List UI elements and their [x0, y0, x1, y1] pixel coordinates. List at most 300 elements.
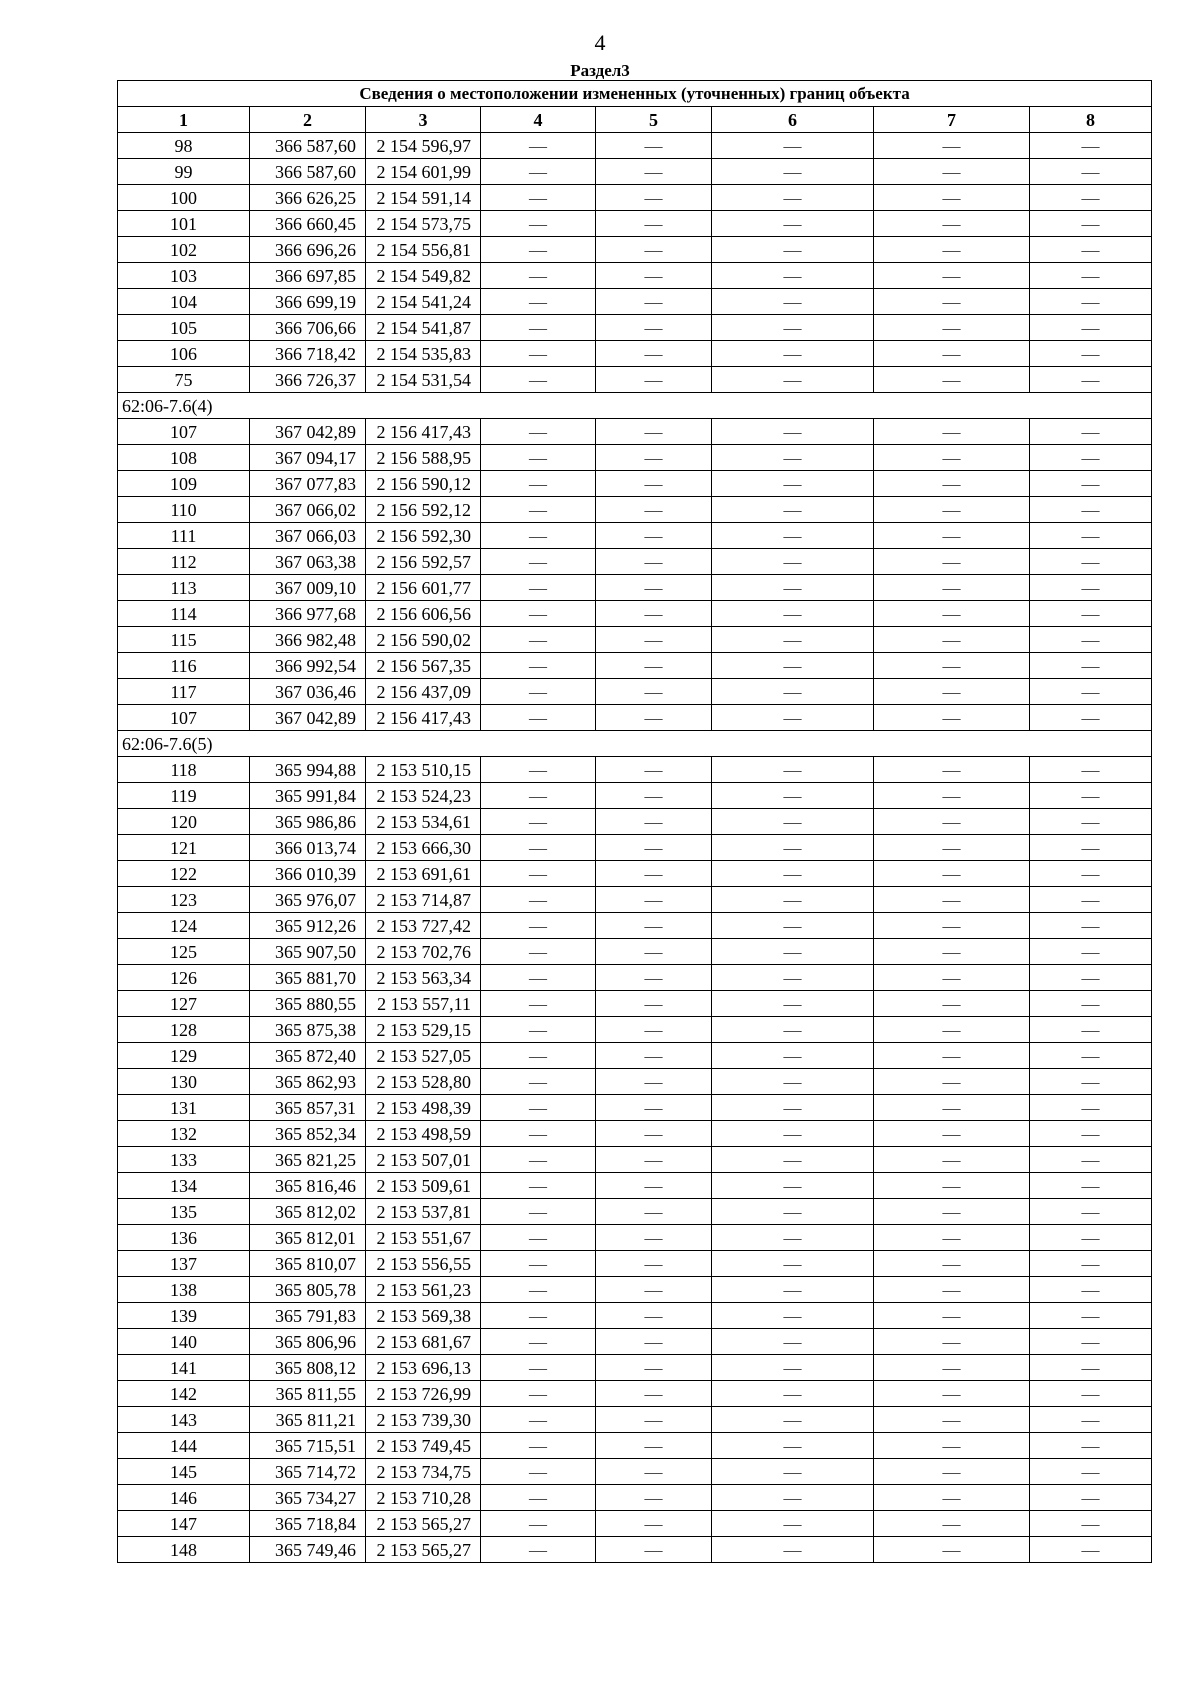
table-row — [118, 1537, 1152, 1563]
empty-value-cell: — — [874, 1147, 1030, 1173]
y-coordinate-cell: 2 153 527,05 — [366, 1043, 481, 1069]
empty-value-cell: — — [1030, 1329, 1152, 1355]
y-coordinate-cell: 2 153 563,34 — [366, 965, 481, 991]
empty-value-cell: — — [596, 1485, 712, 1511]
x-coordinate-cell: 365 821,25 — [250, 1147, 366, 1173]
empty-value-cell: — — [874, 1381, 1030, 1407]
empty-value-cell: — — [596, 575, 712, 601]
x-coordinate-cell: 365 880,55 — [250, 991, 366, 1017]
empty-value-cell: — — [481, 783, 596, 809]
table-row — [118, 913, 1152, 939]
empty-value-cell: — — [1030, 1303, 1152, 1329]
empty-value-cell: — — [874, 1407, 1030, 1433]
table-row — [118, 1511, 1152, 1537]
empty-value-cell: — — [481, 1433, 596, 1459]
empty-value-cell: — — [874, 913, 1030, 939]
x-coordinate-cell: 365 986,86 — [250, 809, 366, 835]
x-coordinate-cell: 365 808,12 — [250, 1355, 366, 1381]
empty-value-cell: — — [481, 367, 596, 393]
empty-value-cell: — — [874, 627, 1030, 653]
table-row — [118, 1355, 1152, 1381]
x-coordinate-cell: 366 982,48 — [250, 627, 366, 653]
empty-value-cell: — — [1030, 419, 1152, 445]
empty-value-cell: — — [1030, 601, 1152, 627]
empty-value-cell: — — [874, 705, 1030, 731]
table-row — [118, 1199, 1152, 1225]
y-coordinate-cell: 2 153 714,87 — [366, 887, 481, 913]
empty-value-cell: — — [596, 965, 712, 991]
point-number-cell: 125 — [118, 939, 250, 965]
empty-value-cell: — — [1030, 809, 1152, 835]
empty-value-cell: — — [596, 419, 712, 445]
point-number-cell: 147 — [118, 1511, 250, 1537]
point-number-cell: 118 — [118, 757, 250, 783]
y-coordinate-cell: 2 156 417,43 — [366, 419, 481, 445]
empty-value-cell: — — [874, 367, 1030, 393]
x-coordinate-cell: 365 749,46 — [250, 1537, 366, 1563]
empty-value-cell: — — [596, 1069, 712, 1095]
table-row — [118, 1485, 1152, 1511]
column-number-2: 2 — [250, 107, 366, 133]
x-coordinate-cell: 365 976,07 — [250, 887, 366, 913]
empty-value-cell: — — [1030, 783, 1152, 809]
empty-value-cell: — — [596, 679, 712, 705]
empty-value-cell: — — [596, 523, 712, 549]
empty-value-cell: — — [596, 887, 712, 913]
empty-value-cell: — — [712, 133, 874, 159]
empty-value-cell: — — [874, 1511, 1030, 1537]
empty-value-cell: — — [1030, 1511, 1152, 1537]
x-coordinate-cell: 366 718,42 — [250, 341, 366, 367]
x-coordinate-cell: 367 063,38 — [250, 549, 366, 575]
empty-value-cell: — — [874, 263, 1030, 289]
table-row — [118, 1433, 1152, 1459]
empty-value-cell: — — [712, 549, 874, 575]
empty-value-cell: — — [481, 1173, 596, 1199]
empty-value-cell: — — [874, 1433, 1030, 1459]
table-row — [118, 627, 1152, 653]
point-number-cell: 98 — [118, 133, 250, 159]
table-row — [118, 1147, 1152, 1173]
column-number-8: 8 — [1030, 107, 1152, 133]
empty-value-cell: — — [874, 1277, 1030, 1303]
empty-value-cell: — — [596, 1043, 712, 1069]
empty-value-cell: — — [874, 315, 1030, 341]
point-number-cell: 136 — [118, 1225, 250, 1251]
empty-value-cell: — — [481, 1485, 596, 1511]
point-number-cell: 107 — [118, 705, 250, 731]
empty-value-cell: — — [1030, 679, 1152, 705]
table-row — [118, 1303, 1152, 1329]
empty-value-cell: — — [481, 419, 596, 445]
empty-value-cell: — — [874, 1225, 1030, 1251]
empty-value-cell: — — [1030, 705, 1152, 731]
empty-value-cell: — — [596, 1355, 712, 1381]
empty-value-cell: — — [874, 835, 1030, 861]
empty-value-cell: — — [712, 1511, 874, 1537]
empty-value-cell: — — [712, 991, 874, 1017]
empty-value-cell: — — [712, 263, 874, 289]
point-number-cell: 120 — [118, 809, 250, 835]
empty-value-cell: — — [1030, 1199, 1152, 1225]
table-row — [118, 653, 1152, 679]
point-number-cell: 106 — [118, 341, 250, 367]
column-number-1: 1 — [118, 107, 250, 133]
table-row — [118, 211, 1152, 237]
x-coordinate-cell: 367 042,89 — [250, 705, 366, 731]
empty-value-cell: — — [874, 1303, 1030, 1329]
empty-value-cell: — — [1030, 1147, 1152, 1173]
empty-value-cell: — — [596, 1303, 712, 1329]
empty-value-cell: — — [1030, 1121, 1152, 1147]
empty-value-cell: — — [481, 1147, 596, 1173]
y-coordinate-cell: 2 153 569,38 — [366, 1303, 481, 1329]
empty-value-cell: — — [712, 1355, 874, 1381]
empty-value-cell: — — [596, 445, 712, 471]
empty-value-cell: — — [596, 1199, 712, 1225]
empty-value-cell: — — [1030, 627, 1152, 653]
x-coordinate-cell: 365 715,51 — [250, 1433, 366, 1459]
y-coordinate-cell: 2 156 592,12 — [366, 497, 481, 523]
empty-value-cell: — — [481, 965, 596, 991]
empty-value-cell: — — [481, 835, 596, 861]
empty-value-cell: — — [874, 471, 1030, 497]
x-coordinate-cell: 365 857,31 — [250, 1095, 366, 1121]
x-coordinate-cell: 366 587,60 — [250, 133, 366, 159]
empty-value-cell: — — [1030, 835, 1152, 861]
empty-value-cell: — — [874, 1121, 1030, 1147]
empty-value-cell: — — [712, 367, 874, 393]
y-coordinate-cell: 2 153 749,45 — [366, 1433, 481, 1459]
y-coordinate-cell: 2 153 557,11 — [366, 991, 481, 1017]
y-coordinate-cell: 2 156 437,09 — [366, 679, 481, 705]
group-heading-row — [118, 393, 1152, 419]
empty-value-cell: — — [712, 445, 874, 471]
empty-value-cell: — — [874, 1043, 1030, 1069]
point-number-cell: 128 — [118, 1017, 250, 1043]
y-coordinate-cell: 2 154 596,97 — [366, 133, 481, 159]
table-row — [118, 471, 1152, 497]
empty-value-cell: — — [481, 913, 596, 939]
empty-value-cell: — — [596, 861, 712, 887]
table-row — [118, 237, 1152, 263]
empty-value-cell: — — [874, 1537, 1030, 1563]
point-number-cell: 104 — [118, 289, 250, 315]
empty-value-cell: — — [712, 757, 874, 783]
x-coordinate-cell: 365 875,38 — [250, 1017, 366, 1043]
table-row — [118, 523, 1152, 549]
empty-value-cell: — — [596, 1121, 712, 1147]
empty-value-cell: — — [481, 991, 596, 1017]
x-coordinate-cell: 366 010,39 — [250, 861, 366, 887]
x-coordinate-cell: 365 806,96 — [250, 1329, 366, 1355]
y-coordinate-cell: 2 156 601,77 — [366, 575, 481, 601]
empty-value-cell: — — [481, 1277, 596, 1303]
point-number-cell: 133 — [118, 1147, 250, 1173]
empty-value-cell: — — [874, 1485, 1030, 1511]
empty-value-cell: — — [1030, 653, 1152, 679]
x-coordinate-cell: 367 036,46 — [250, 679, 366, 705]
table-row — [118, 445, 1152, 471]
section-title: Раздел3 — [570, 61, 630, 80]
point-number-cell: 115 — [118, 627, 250, 653]
point-number-cell: 131 — [118, 1095, 250, 1121]
table-body — [118, 133, 1152, 1563]
table-row — [118, 1459, 1152, 1485]
x-coordinate-cell: 365 812,01 — [250, 1225, 366, 1251]
table-row — [118, 783, 1152, 809]
empty-value-cell: — — [481, 1355, 596, 1381]
empty-value-cell: — — [1030, 315, 1152, 341]
table-row — [118, 835, 1152, 861]
x-coordinate-cell: 366 706,66 — [250, 315, 366, 341]
empty-value-cell: — — [596, 471, 712, 497]
empty-value-cell: — — [712, 783, 874, 809]
x-coordinate-cell: 365 811,21 — [250, 1407, 366, 1433]
empty-value-cell: — — [1030, 887, 1152, 913]
empty-value-cell: — — [481, 159, 596, 185]
y-coordinate-cell: 2 153 681,67 — [366, 1329, 481, 1355]
empty-value-cell: — — [874, 1017, 1030, 1043]
point-number-cell: 148 — [118, 1537, 250, 1563]
empty-value-cell: — — [874, 159, 1030, 185]
empty-value-cell: — — [712, 835, 874, 861]
empty-value-cell: — — [596, 289, 712, 315]
point-number-cell: 126 — [118, 965, 250, 991]
empty-value-cell: — — [874, 1095, 1030, 1121]
empty-value-cell: — — [874, 887, 1030, 913]
empty-value-cell: — — [712, 1433, 874, 1459]
y-coordinate-cell: 2 153 498,59 — [366, 1121, 481, 1147]
empty-value-cell: — — [1030, 133, 1152, 159]
y-coordinate-cell: 2 154 591,14 — [366, 185, 481, 211]
empty-value-cell: — — [481, 1199, 596, 1225]
y-coordinate-cell: 2 153 565,27 — [366, 1511, 481, 1537]
empty-value-cell: — — [481, 1121, 596, 1147]
empty-value-cell: — — [874, 653, 1030, 679]
x-coordinate-cell: 365 718,84 — [250, 1511, 366, 1537]
empty-value-cell: — — [874, 419, 1030, 445]
table-row — [118, 679, 1152, 705]
empty-value-cell: — — [712, 627, 874, 653]
empty-value-cell: — — [874, 185, 1030, 211]
empty-value-cell: — — [596, 1459, 712, 1485]
empty-value-cell: — — [1030, 1017, 1152, 1043]
empty-value-cell: — — [874, 237, 1030, 263]
empty-value-cell: — — [481, 185, 596, 211]
empty-value-cell: — — [1030, 1355, 1152, 1381]
empty-value-cell: — — [481, 523, 596, 549]
empty-value-cell: — — [1030, 367, 1152, 393]
table-title: Сведения о местоположении измененных (уточненных) границ объекта — [118, 81, 1152, 107]
x-coordinate-cell: 366 992,54 — [250, 653, 366, 679]
empty-value-cell: — — [481, 1511, 596, 1537]
y-coordinate-cell: 2 154 535,83 — [366, 341, 481, 367]
column-number-5: 5 — [596, 107, 712, 133]
empty-value-cell: — — [481, 1303, 596, 1329]
empty-value-cell: — — [712, 419, 874, 445]
x-coordinate-cell: 365 812,02 — [250, 1199, 366, 1225]
point-number-cell: 109 — [118, 471, 250, 497]
empty-value-cell: — — [712, 1225, 874, 1251]
empty-value-cell: — — [712, 1303, 874, 1329]
y-coordinate-cell: 2 153 556,55 — [366, 1251, 481, 1277]
x-coordinate-cell: 366 977,68 — [250, 601, 366, 627]
empty-value-cell: — — [1030, 757, 1152, 783]
x-coordinate-cell: 367 042,89 — [250, 419, 366, 445]
empty-value-cell: — — [874, 1251, 1030, 1277]
empty-value-cell: — — [1030, 575, 1152, 601]
point-number-cell: 141 — [118, 1355, 250, 1381]
empty-value-cell: — — [1030, 913, 1152, 939]
empty-value-cell: — — [712, 1329, 874, 1355]
empty-value-cell: — — [874, 991, 1030, 1017]
y-coordinate-cell: 2 153 565,27 — [366, 1537, 481, 1563]
empty-value-cell: — — [1030, 445, 1152, 471]
empty-value-cell: — — [1030, 1407, 1152, 1433]
empty-value-cell: — — [874, 679, 1030, 705]
empty-value-cell: — — [596, 809, 712, 835]
table-row — [118, 419, 1152, 445]
empty-value-cell: — — [596, 939, 712, 965]
empty-value-cell: — — [1030, 861, 1152, 887]
empty-value-cell: — — [874, 341, 1030, 367]
empty-value-cell: — — [712, 809, 874, 835]
point-number-cell: 105 — [118, 315, 250, 341]
point-number-cell: 122 — [118, 861, 250, 887]
empty-value-cell: — — [712, 341, 874, 367]
empty-value-cell: — — [712, 601, 874, 627]
empty-value-cell: — — [1030, 263, 1152, 289]
empty-value-cell: — — [874, 211, 1030, 237]
y-coordinate-cell: 2 153 507,01 — [366, 1147, 481, 1173]
y-coordinate-cell: 2 156 606,56 — [366, 601, 481, 627]
empty-value-cell: — — [596, 549, 712, 575]
empty-value-cell: — — [874, 445, 1030, 471]
empty-value-cell: — — [874, 757, 1030, 783]
empty-value-cell: — — [1030, 289, 1152, 315]
empty-value-cell: — — [596, 341, 712, 367]
y-coordinate-cell: 2 154 549,82 — [366, 263, 481, 289]
table-row — [118, 965, 1152, 991]
empty-value-cell: — — [712, 1251, 874, 1277]
table-row — [118, 601, 1152, 627]
empty-value-cell: — — [596, 1433, 712, 1459]
y-coordinate-cell: 2 153 537,81 — [366, 1199, 481, 1225]
empty-value-cell: — — [712, 913, 874, 939]
empty-value-cell: — — [481, 705, 596, 731]
empty-value-cell: — — [874, 809, 1030, 835]
table-row — [118, 809, 1152, 835]
empty-value-cell: — — [874, 575, 1030, 601]
empty-value-cell: — — [596, 1225, 712, 1251]
x-coordinate-cell: 366 587,60 — [250, 159, 366, 185]
empty-value-cell: — — [712, 497, 874, 523]
empty-value-cell: — — [874, 861, 1030, 887]
empty-value-cell: — — [596, 627, 712, 653]
empty-value-cell: — — [712, 1407, 874, 1433]
point-number-cell: 102 — [118, 237, 250, 263]
x-coordinate-cell: 366 013,74 — [250, 835, 366, 861]
empty-value-cell: — — [481, 861, 596, 887]
y-coordinate-cell: 2 153 534,61 — [366, 809, 481, 835]
table-row — [118, 263, 1152, 289]
column-number-3: 3 — [366, 107, 481, 133]
group-heading: 62:06-7.6(4) — [118, 393, 1152, 419]
point-number-cell: 111 — [118, 523, 250, 549]
empty-value-cell: — — [596, 1537, 712, 1563]
empty-value-cell: — — [596, 1329, 712, 1355]
empty-value-cell: — — [596, 159, 712, 185]
y-coordinate-cell: 2 153 529,15 — [366, 1017, 481, 1043]
empty-value-cell: — — [596, 1511, 712, 1537]
y-coordinate-cell: 2 156 590,02 — [366, 627, 481, 653]
point-number-cell: 145 — [118, 1459, 250, 1485]
y-coordinate-cell: 2 156 592,30 — [366, 523, 481, 549]
empty-value-cell: — — [1030, 1173, 1152, 1199]
point-number-cell: 137 — [118, 1251, 250, 1277]
y-coordinate-cell: 2 154 556,81 — [366, 237, 481, 263]
empty-value-cell: — — [712, 471, 874, 497]
empty-value-cell: — — [874, 549, 1030, 575]
empty-value-cell: — — [481, 315, 596, 341]
empty-value-cell: — — [712, 289, 874, 315]
point-number-cell: 132 — [118, 1121, 250, 1147]
empty-value-cell: — — [874, 1069, 1030, 1095]
x-coordinate-cell: 366 726,37 — [250, 367, 366, 393]
empty-value-cell: — — [481, 211, 596, 237]
y-coordinate-cell: 2 154 531,54 — [366, 367, 481, 393]
empty-value-cell: — — [1030, 1485, 1152, 1511]
empty-value-cell: — — [481, 939, 596, 965]
empty-value-cell: — — [596, 1407, 712, 1433]
table-row — [118, 1121, 1152, 1147]
empty-value-cell: — — [712, 939, 874, 965]
empty-value-cell: — — [596, 367, 712, 393]
empty-value-cell: — — [481, 263, 596, 289]
empty-value-cell: — — [874, 289, 1030, 315]
empty-value-cell: — — [596, 1381, 712, 1407]
point-number-cell: 144 — [118, 1433, 250, 1459]
empty-value-cell: — — [596, 1095, 712, 1121]
x-coordinate-cell: 366 699,19 — [250, 289, 366, 315]
empty-value-cell: — — [481, 289, 596, 315]
empty-value-cell: — — [874, 133, 1030, 159]
empty-value-cell: — — [712, 1147, 874, 1173]
empty-value-cell: — — [1030, 1537, 1152, 1563]
empty-value-cell: — — [481, 445, 596, 471]
x-coordinate-cell: 365 791,83 — [250, 1303, 366, 1329]
empty-value-cell: — — [1030, 497, 1152, 523]
table-row — [118, 575, 1152, 601]
table-row — [118, 159, 1152, 185]
empty-value-cell: — — [481, 237, 596, 263]
empty-value-cell: — — [596, 1277, 712, 1303]
empty-value-cell: — — [596, 237, 712, 263]
empty-value-cell: — — [712, 1537, 874, 1563]
empty-value-cell: — — [712, 1095, 874, 1121]
empty-value-cell: — — [481, 887, 596, 913]
empty-value-cell: — — [596, 913, 712, 939]
y-coordinate-cell: 2 156 592,57 — [366, 549, 481, 575]
empty-value-cell: — — [1030, 1381, 1152, 1407]
y-coordinate-cell: 2 154 541,87 — [366, 315, 481, 341]
table-row — [118, 1043, 1152, 1069]
x-coordinate-cell: 365 816,46 — [250, 1173, 366, 1199]
empty-value-cell: — — [596, 315, 712, 341]
table-row — [118, 1069, 1152, 1095]
empty-value-cell: — — [481, 809, 596, 835]
